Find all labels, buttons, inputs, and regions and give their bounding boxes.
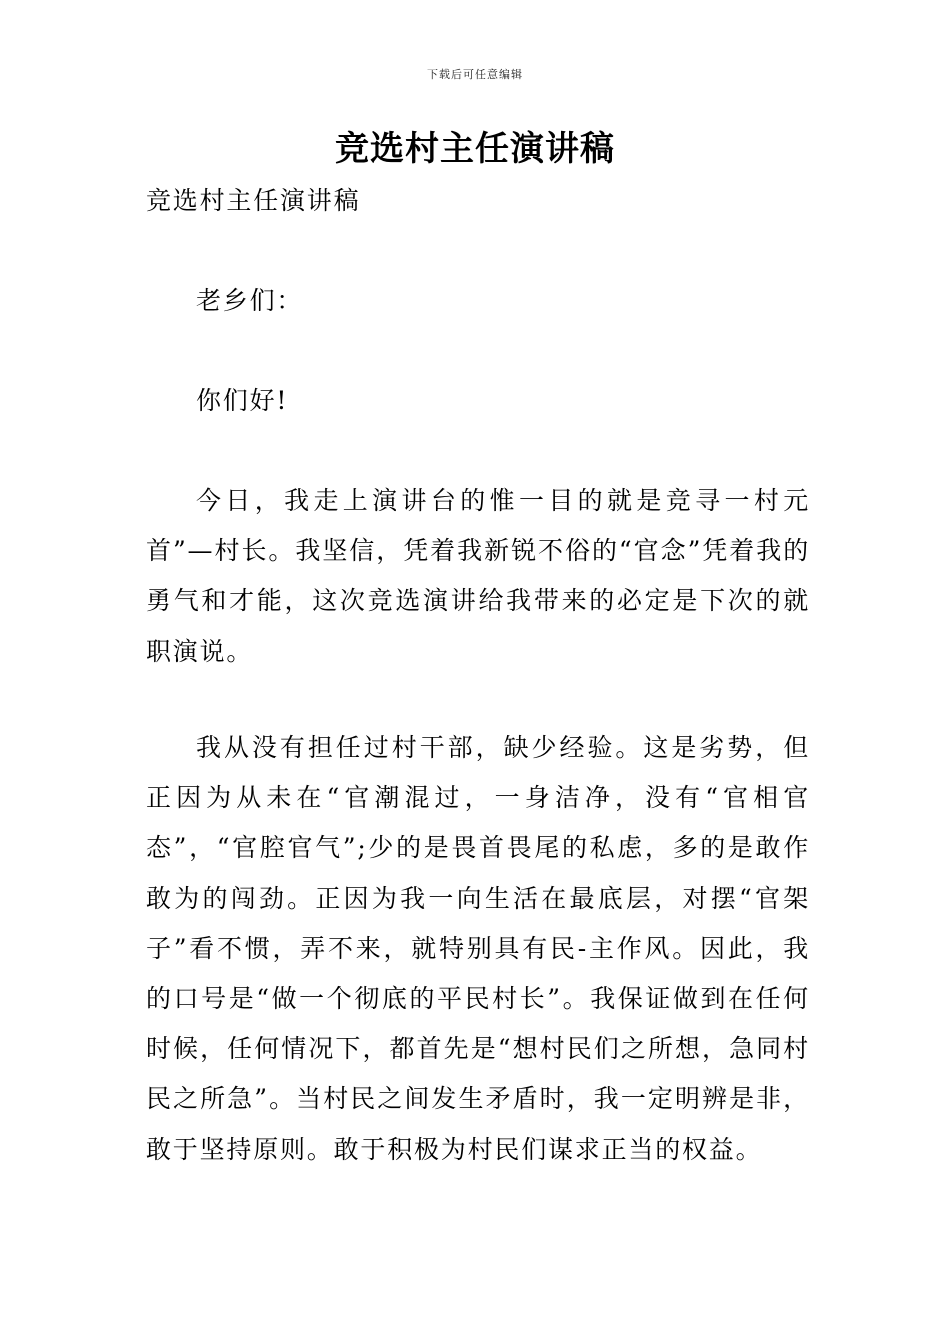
header-note: 下载后可任意编辑 — [427, 68, 523, 81]
document-title: 竞选村主任演讲稿 — [335, 129, 615, 169]
paragraph-hello: 你们好! — [196, 386, 289, 415]
paragraph-main: 我从没有担任过村干部，缺少经验。这是劣势，但正因为从未在“官潮混过，一身洁净，没有“官相官态”，“官腔官气”;少的是畏首畏尾的私虑，多的是敢作敢为的闯劲。正因为我一向生活在最底层，对摆“官架子”看不惯，弄不来，就特别具有民-主作风。因此，我的口号是“做一个彻底的平民村长”。我保证做到在任何时候，任何情况下，都首先是“想村民们之所想，急同村民之所急”。当村民之间发生矛盾时，我一定明辨是非，敢于坚持原则。敢于积极为村民们谋求正当的权益。 — [146, 733, 810, 1164]
paragraph-intro: 今日，我走上演讲台的惟一目的就是竞寻一村元首”—村长。我坚信，凭着我新锐不俗的“官念”凭着我的勇气和才能，这次竞选演讲给我带来的必定是下次的就职演说。 — [146, 486, 810, 666]
paragraph-greeting: 老乡们： — [196, 286, 304, 315]
document-subtitle: 竞选村主任演讲稿 — [146, 186, 361, 215]
